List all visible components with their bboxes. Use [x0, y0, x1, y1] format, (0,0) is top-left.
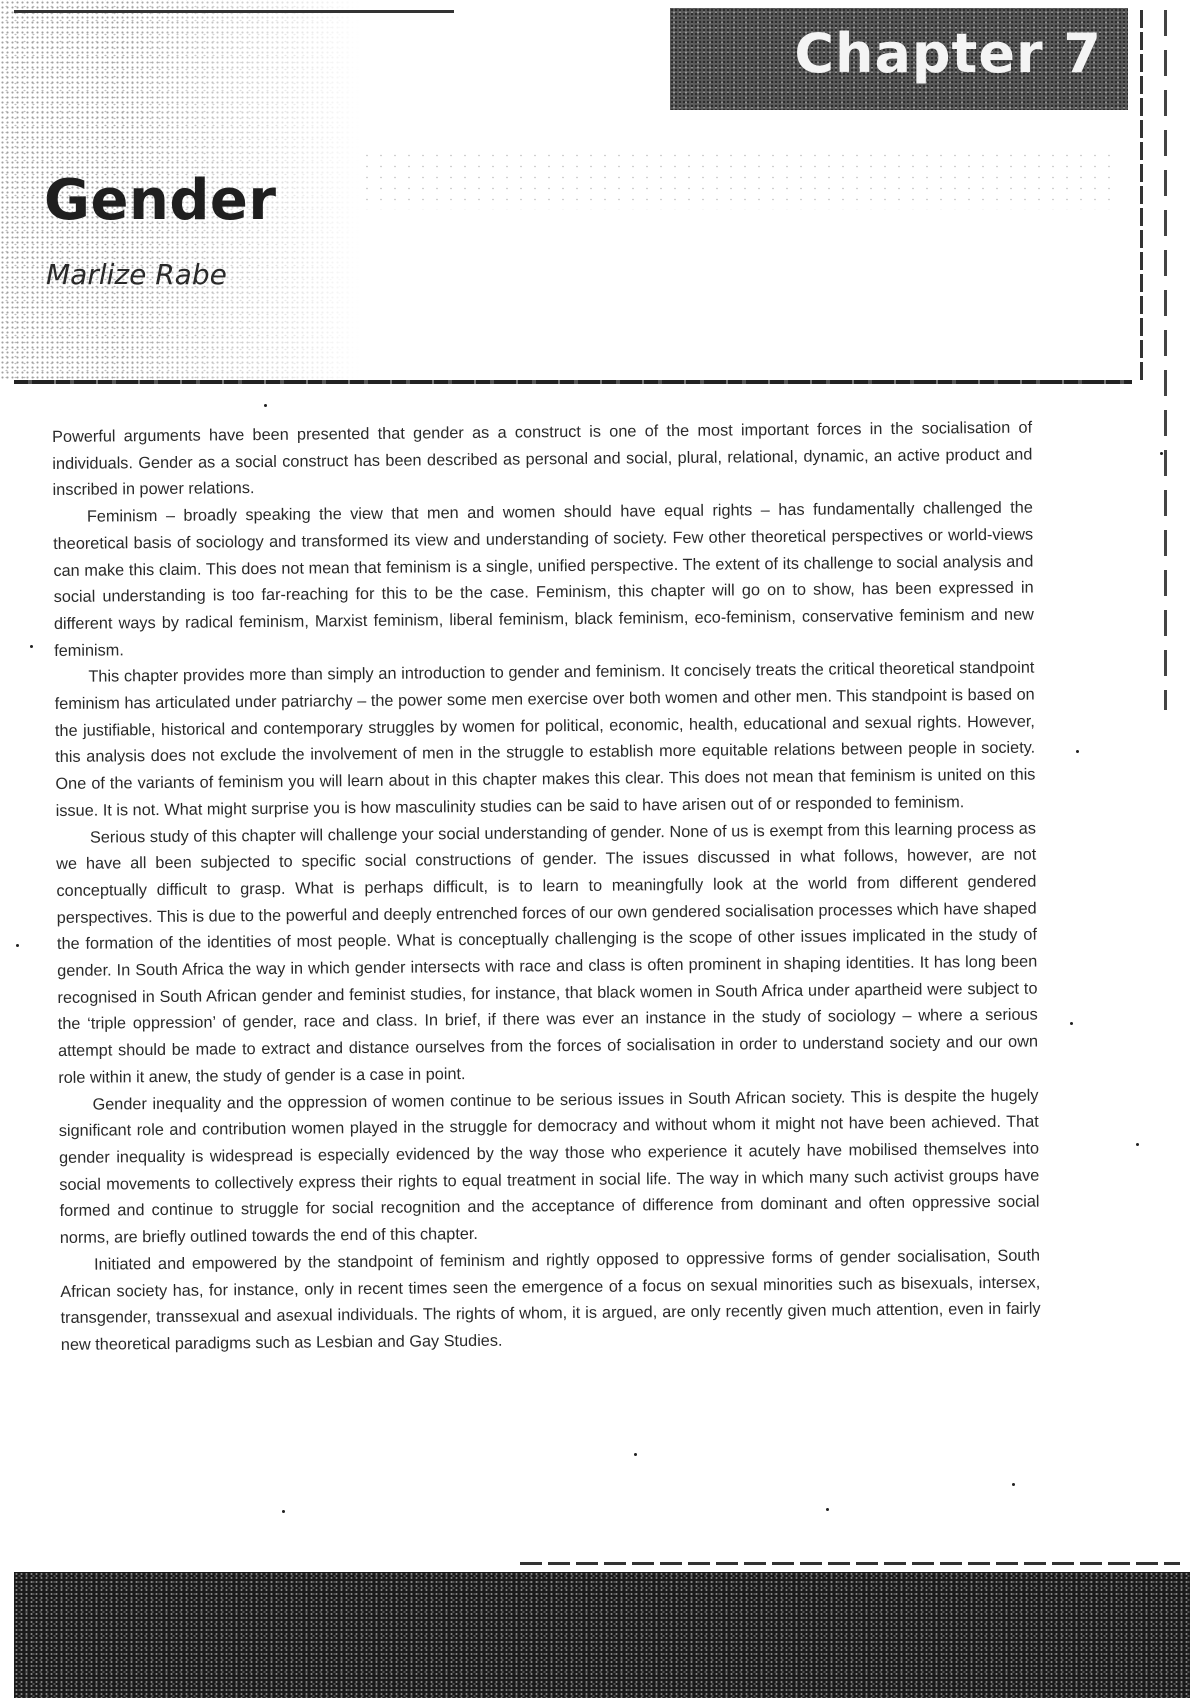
scan-speck: [30, 645, 33, 648]
chapter-author: Marlize Rabe: [46, 258, 227, 291]
scan-speck: [826, 1508, 829, 1511]
footer-halftone-band: [14, 1572, 1190, 1698]
header-top-rule: [14, 10, 454, 13]
header-halftone-strip: [360, 150, 1120, 210]
footer-top-rule: [520, 1562, 1180, 1565]
paragraph-6: Initiated and empowered by the standpoint of feminism and rightly opposed to oppressive forms of gender socialisation, South African society has, for instance, only in recent times seen the emergence of a focus on sexual minorities such as bisexuals, intersex, transgender, transsexual and asexual individuals. The rights of whom, it is argued, are only recently given much attention, even in fairly new theoretical paradigms such as Lesbian and Gay Studies.: [60, 1246, 1041, 1354]
page-edge-rule: [1164, 10, 1167, 710]
chapter-header: [0, 0, 1160, 390]
scan-speck: [1136, 1143, 1139, 1146]
body-text: [52, 415, 1041, 1359]
scan-speck: [282, 1510, 285, 1513]
chapter-label: Chapter 7: [794, 22, 1102, 85]
scan-speck: [634, 1453, 637, 1456]
paragraph-1: Powerful arguments have been presented that gender as a construct is one of the most important forces in the socialisation of individuals. Gender as a social construct has been described as personal and social, plural, relational, dynamic, an active product and inscribed in power relations.: [52, 418, 1033, 500]
scan-speck: [1076, 750, 1079, 753]
chapter-label-box: [670, 8, 1128, 110]
paragraph-2: Feminism – broadly speaking the view that men and women should have equal rights – has fundamentally challenged the theoretical basis of sociology and transformed its view and understanding of society. Few other theoretical perspectives or world-views can make this claim. This does not mean that feminism is a single, unified perspective. The extent of its challenge to social analysis and social understanding is too far-reaching for this to be the case. Feminism, this chapter will go on to show, has been expressed in different ways by radical feminism, Marxist feminism, liberal feminism, black feminism, eco-feminism, conservative feminism and new feminism.: [53, 498, 1034, 660]
paragraph-4: Serious study of this chapter will challenge your social understanding of gender. None of us is exempt from this learning process as we have all been subjected to specific social constructions of gender. The issues discussed in what follows, however, are not conceptually difficult to grasp. What is perhaps difficult, is to learn to meaningfully look at the world from different gendered perspectives. This is due to the powerful and deeply entrenched forces of our own gendered socialisation processes which have shaped the formation of the identities of most people. What is conceptually challenging is the scope of other issues implicated in the study of gender. In South Africa the way in which gender intersects with race and class is often prominent in shaping identities. It has long been recognised in South African gender and feminist studies, for instance, that black women in South Africa under apartheid were subject to the ‘triple oppression’ of gender, race and class. In brief, if there was ever an instance in the study of sociology – where a serious attempt should be made to extract and distance ourselves from the forces of socialisation in order to understand society and our own role within it anew, the study of gender is a case in point.: [56, 819, 1039, 1087]
chapter-title: Gender: [44, 168, 277, 233]
header-right-rule: [1140, 10, 1143, 382]
scan-speck: [264, 404, 267, 407]
header-bottom-rule: [14, 380, 1132, 384]
scan-speck: [1070, 1022, 1073, 1025]
scan-speck: [1012, 1483, 1015, 1486]
scan-speck: [1160, 452, 1163, 455]
paragraph-3: This chapter provides more than simply an introduction to gender and feminism. It concisely treats the critical theoretical standpoint feminism has articulated under patriarchy – the power some men exercise over both women and other men. This standpoint is based on the justifiable, historical and contemporary struggles by women for political, economic, health, educational and sexual rights. However, this analysis does not exclude the involvement of men in the struggle to establish more equitable relations between people in society. One of the variants of feminism you will learn about in this chapter makes this clear. This does not mean that feminism is united on this issue. It is not. What might surprise you is how masculinity studies can be said to have arisen out of or responded to feminism.: [54, 658, 1036, 820]
scan-speck: [16, 944, 19, 947]
paragraph-5: Gender inequality and the oppression of women continue to be serious issues in South African society. This is despite the hugely significant role and contribution women played in the struggle for democracy and without whom it might not have been achieved. That gender inequality is widespread is especially evidenced by the way those who experience it acutely have mobilised themselves into social movements to collectively express their rights to equal treatment in social life. The way in which many such activist groups have formed and continue to struggle for social recognition and the acceptance of difference from dominant and often oppressive social norms, are briefly outlined towards the end of this chapter.: [58, 1086, 1040, 1248]
